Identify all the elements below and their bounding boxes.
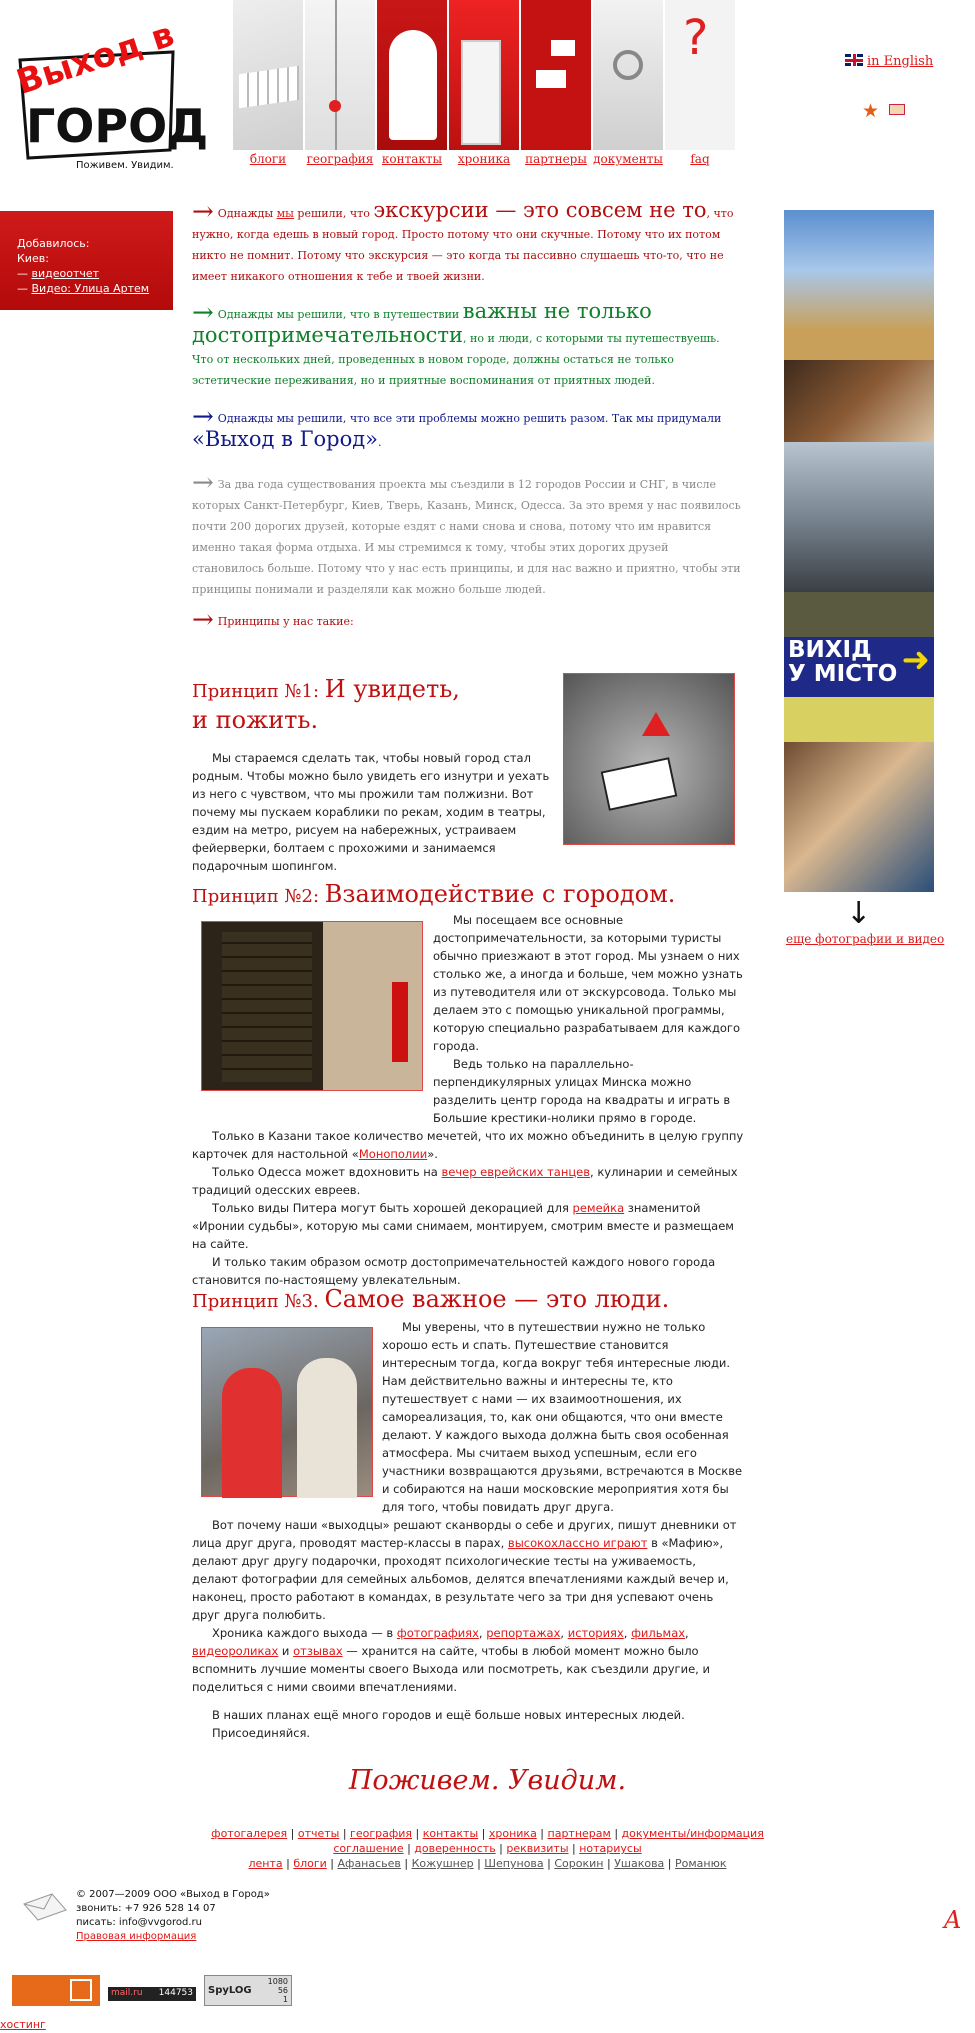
arrow-icon: → [192, 298, 214, 328]
spylog-counter[interactable]: SpyLOG 1080 56 1 [204, 1975, 292, 2006]
footer-link-gallery[interactable]: фотогалерея [211, 1827, 288, 1840]
blog-link-afanasiev[interactable]: Афанасьев [337, 1857, 401, 1870]
reports-link[interactable]: репортажах [486, 1626, 561, 1640]
group-photo-banner[interactable] [563, 673, 735, 845]
we-link[interactable]: мы [276, 207, 294, 220]
corner-logo-icon[interactable]: A [944, 1906, 962, 1934]
principle-3-text: Мы уверены, что в путешествии нужно не только хорошо есть и спать. Путешествие становится интересным тогда, когда вокруг тебя интересные люди. Нам действительно важны и интересны те, кто путешествует с нами — их взаимоотношения, их самореализация, то, как они общаются, что они вместе делают. У каждого выхода должна быть своя особенная атмосфера. Мы считаем выход успешным, если его участники возвращаются друзьями, встречаются в Москве и собираются на наши московские мероприятия хотя бы для того, чтобы повидать друг друга. Вот почему наши «выходцы» решают сканворды о себе и других, пишут дневники от лица друг друга, проводят мастер-классы в парах, высокохлассно играют в «Мафию», делают друг другу подарочки, проходят психологические тесты на уживаемость, делают фотографии для семейных альбомов, делятся впечатлениями каждый вечер и, наконец, просто работают в командах, в результате чего за три дня успевают очень друг друга полюбить. Хроника каждого выхода — в фотографиях, репортажах, историях, фильмах, видеороликах и отзывах — хранится на сайте, чтобы в любой момент можно было вспомнить лучшие моменты своего Выхода или посмотреть, как съездили другие, и поделиться с ними своими впечатлениями. [192, 1320, 743, 1694]
phone-line: звонить: +7 926 528 14 07 [76, 1903, 216, 1914]
footer-link-blogs[interactable]: блоги [293, 1857, 327, 1870]
photo-sign[interactable] [784, 592, 934, 742]
footer-link-documents[interactable]: документы/информация [621, 1827, 764, 1840]
added-item-video-street[interactable]: Видео: Улица Артем [31, 282, 150, 295]
hosting-link-wrap [0, 2018, 46, 2031]
nav-photo-question[interactable]: ? [665, 0, 735, 150]
site-logo[interactable] [8, 0, 209, 172]
photo-friends[interactable] [784, 742, 934, 892]
arrow-icon: → [192, 605, 214, 635]
logo-title-bottom: ГОРОД [26, 99, 209, 153]
remake-link[interactable]: ремейка [572, 1201, 625, 1215]
star-icon[interactable]: ★ [862, 100, 880, 122]
footer-links: фотогалерея | отчеты | география | контакты | хроника | партнерам | документы/информация соглашение | доверенность | реквизиты | нотариусы лента | блоги | Афанасьев | Кожушнер | Шепунова | Сорокин | Ушакова | Романюк [211, 1827, 764, 1870]
right-photo-column [784, 210, 934, 885]
principle-2-title: Принцип №2: Взаимодействие с городом. [192, 880, 676, 908]
blog-link-sorokin[interactable]: Сорокин [554, 1857, 604, 1870]
mafia-link[interactable]: высокохлассно играют [507, 1536, 648, 1550]
footer-link-feed[interactable]: лента [248, 1857, 283, 1870]
photos-link[interactable]: фотографиях [396, 1626, 479, 1640]
nav-geography[interactable]: география [306, 152, 374, 166]
added-city: Киев: [17, 252, 49, 265]
recent-additions-box: Добавилось: Киев: — видеоотчет — Видео: Улица Артем [0, 211, 173, 310]
uk-flag-icon [845, 54, 863, 66]
legal-info-link[interactable]: Правовая информация [76, 1931, 197, 1942]
logo-tagline: Поживем. Увидим. [76, 160, 174, 171]
principle-3-title: Принцип №3. Самое важное — это люди. [192, 1285, 670, 1313]
footer-link-geography[interactable]: география [350, 1827, 412, 1840]
intro-paragraph-1: → Однажды мы решили, что экскурсии — это совсем не то, что нужно, когда едешь в новый город. Просто потому что они скучные. Потому что их потом никто не помнит. Потому что экскурсия — это когда ты пассивно слушаешь что-то, что не имеет никакого отношения к тебе и твоей жизни. [192, 197, 734, 283]
nav-faq[interactable]: faq [690, 152, 710, 166]
arrow-icon: → [192, 468, 214, 498]
envelope-icon [22, 1892, 68, 1922]
nav-blogs[interactable]: блоги [249, 152, 287, 166]
arrow-right-icon: ➜ [901, 640, 930, 680]
photo-sign-text: ВИХІД У МІСТО [788, 637, 898, 687]
footer-link-contacts[interactable]: контакты [422, 1827, 479, 1840]
hosting-link[interactable]: хостинг [0, 2018, 46, 2031]
added-item-video-report[interactable]: видеоотчет [31, 267, 100, 280]
intro-paragraph-5: → Принципы у нас такие: [192, 605, 354, 635]
footer-slogan: Поживем. Увидим. [348, 1765, 627, 1796]
intro-paragraph-2: → Однажды мы решили, что в путешествии важны не только достопримечательности, но и люди, с которыми ты путешествуешь. Что от нескольких дней, проведенных в новом городе, должны остаться не только эстетические переживания, но и приятные воспоминания от приятных людей. [192, 298, 720, 387]
footer-link-agreement[interactable]: соглашение [333, 1842, 404, 1855]
down-arrow-icon: ↓ [846, 896, 872, 931]
intro-section [192, 197, 744, 635]
principle-1 [192, 675, 552, 875]
intro-paragraph-3: → Однажды мы решили, что все эти проблемы можно решить разом. Так мы придумали «Выход в Город». [192, 402, 722, 451]
nav-chronicle[interactable]: хроника [457, 152, 511, 166]
principle-1-title: Принцип №1: И увидеть, и пожить. [192, 675, 460, 734]
nav-partners[interactable]: партнеры [525, 152, 587, 166]
nav-photo-strip [233, 0, 735, 150]
nav-photo-cutlery[interactable] [377, 0, 447, 150]
photo-statue[interactable] [784, 210, 934, 360]
email-line: писать: info@vvgorod.ru [76, 1917, 202, 1928]
nav-photo-earphones[interactable] [305, 0, 375, 150]
blog-link-romanyuk[interactable]: Романюк [675, 1857, 727, 1870]
footer-link-partners[interactable]: партнерам [547, 1827, 611, 1840]
principle-2-minsk: Ведь только на параллельно-перпендикулярных улицах Минска можно разделить центр города на квадраты и играть в Большие крестики-нолики прямо в городе. [433, 1057, 731, 1125]
copyright-block [76, 1888, 270, 1944]
intro-paragraph-4: → За два года существования проекта мы съездили в 12 городов России и СНГ, в числе которых Санкт-Петербург, Киев, Тверь, Казань, Минск, Одесса. За это время у нас появилось почти 200 дорогих друзей, которые ездят с нами снова и снова, потому что им нравится именно такая форма отдыха. И мы стремимся к тому, чтобы этих дорогих друзей становилось больше. Потому что у нас есть принципы, и для нас важно и приятно, чтобы эти принципы понимали и разделяли как можно больше людей. [192, 468, 741, 596]
main-nav [233, 152, 735, 166]
nav-photo-speech[interactable] [521, 0, 591, 150]
nav-documents[interactable]: документы [593, 152, 663, 166]
footer-link-reports[interactable]: отчеты [297, 1827, 340, 1840]
nav-contacts[interactable]: контакты [381, 152, 443, 166]
blog-link-shepunova[interactable]: Шепунова [484, 1857, 544, 1870]
photo-cruiser[interactable] [784, 442, 934, 592]
footer-link-notaries[interactable]: нотариусы [579, 1842, 642, 1855]
plans-text: В наших планах ещё много городов и ещё больше новых интересных людей. Присоединяйся. [212, 1708, 685, 1740]
added-heading: Добавилось: [17, 237, 90, 250]
counter-badges [12, 1975, 292, 2006]
films-link[interactable]: фильмах [631, 1626, 686, 1640]
footer-link-proxy[interactable]: доверенность [414, 1842, 496, 1855]
more-photos-link[interactable]: еще фотографии и видео [786, 932, 945, 946]
arrow-icon: → [192, 402, 214, 432]
mailru-counter[interactable]: mail.ru 144753 [108, 1987, 196, 2001]
jewish-dance-link[interactable]: вечер еврейских танцев [441, 1165, 591, 1179]
blog-link-ushakova[interactable]: Ушакова [614, 1857, 665, 1870]
english-link[interactable]: in English [867, 54, 934, 69]
principle-1-text: Мы стараемся сделать так, чтобы новый город стал родным. Чтобы можно было увидеть его изнутри и уехать из него с чувством, что мы прожили там полжизни. Вот почему мы пускаем кораблики по рекам, ходим в театры, ездим на метро, рисуем на набережных, устраиваем фейерверки, болтаем с прохожими и занимаемся подарочным шопингом. [192, 751, 550, 873]
nav-photo-rings[interactable] [593, 0, 663, 150]
arrow-icon: → [192, 197, 214, 227]
nav-photo-keyboard[interactable] [233, 0, 303, 150]
stories-link[interactable]: историях [567, 1626, 624, 1640]
footer-link-requisites[interactable]: реквизиты [506, 1842, 569, 1855]
blog-link-kozhushner[interactable]: Кожушнер [411, 1857, 474, 1870]
language-switch[interactable] [845, 54, 933, 69]
nav-photo-binder[interactable] [449, 0, 519, 150]
mail-icon[interactable] [889, 104, 905, 115]
videos-link[interactable]: видеороликах [192, 1644, 279, 1658]
footer-link-chronicle[interactable]: хроника [488, 1827, 537, 1840]
logo-title-top: Выход в [11, 14, 179, 103]
principle-2-text: Мы посещаем все основные достопримечательности, за которыми туристы обычно приезжают в этот город. Мы узнаем о них столько же, а иногда и больше, чем можно узнать из путеводителя или от экскурсовода. Только мы делаем это с помощью уникальной программы, которую специально разрабатываем для каждого города. Ведь только на параллельно-перпендикулярных улицах Минска можно разделить центр города на квадраты и играть в Большие крестики-нолики прямо в городе. Только в Казани такое количество мечетей, что их можно объединить в целую группу карточек для настольной «Монополии». Только Одесса может вдохновить на вечер еврейских танцев, кулинарии и семейных традиций одесских евреев. Только виды Питера могут быть хорошей декорацией для ремейка знаменитой «Иронии судьбы», которую мы сами снимаем, монтируем, смотрим вместе и размещаем на сайте. И только таким образом осмотр достопримечательностей каждого нового города становится по-настоящему увлекательным. [192, 913, 744, 1287]
monopoly-link[interactable]: Монополии [358, 1147, 428, 1161]
photo-cafe[interactable] [784, 360, 934, 442]
copyright-line: © 2007—2009 ООО «Выход в Город» [76, 1889, 270, 1900]
reviews-link[interactable]: отзывах [293, 1644, 343, 1658]
rambler-counter-icon[interactable] [12, 1975, 100, 2006]
